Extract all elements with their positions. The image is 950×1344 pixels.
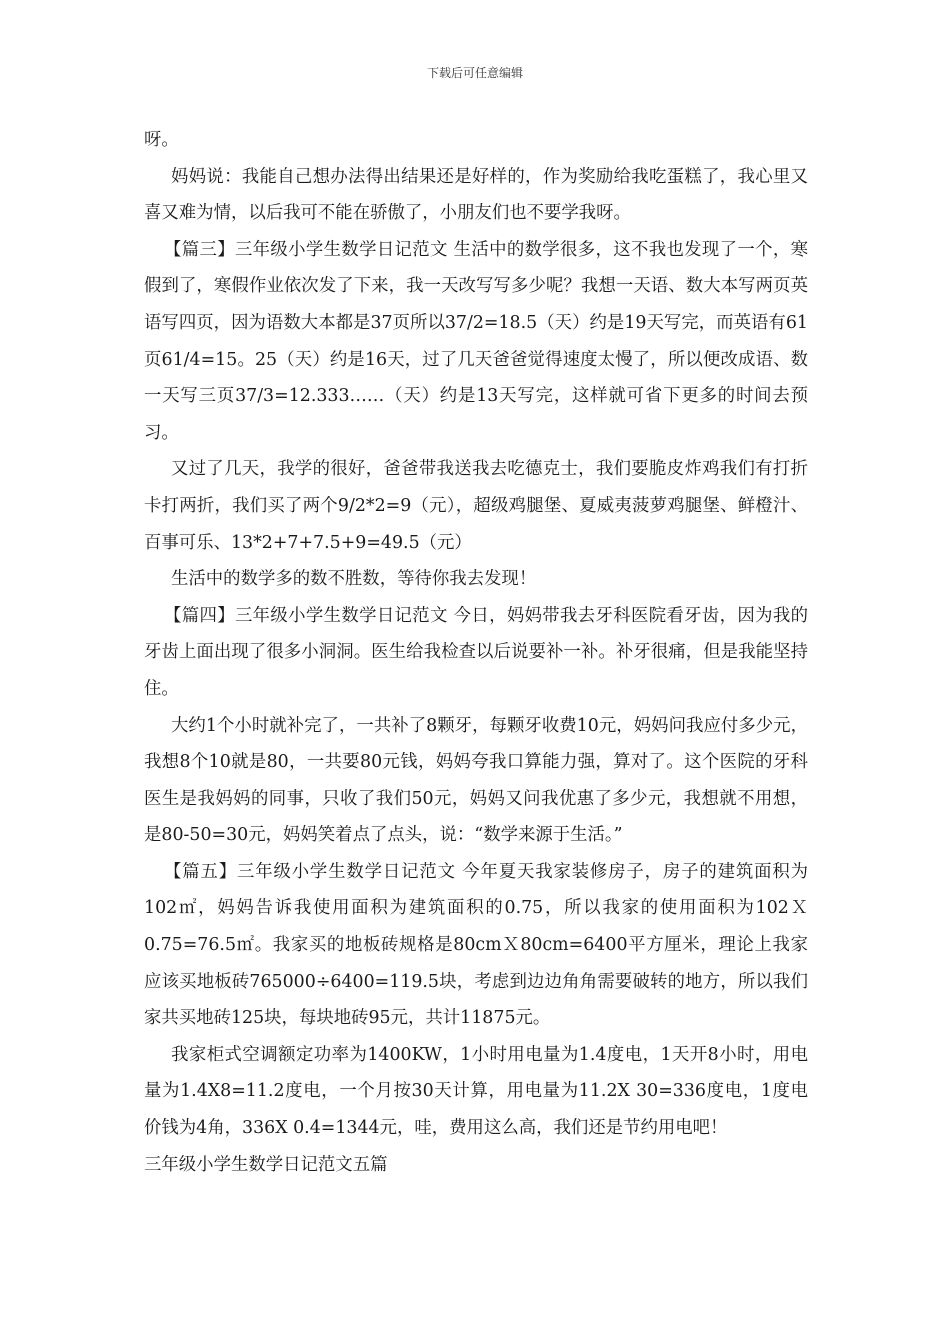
paragraph: 妈妈说：我能自己想办法得出结果还是好样的，作为奖励给我吃蛋糕了，我心里又喜又难为情，以后我可不能在骄傲了，小朋友们也不要学我呀。 [144,166,808,224]
paragraph-section-5: 【篇五】三年级小学生数学日记范文 今年夏天我家装修房子，房子的建筑面积为102㎡，妈妈告诉我使用面积为建筑面积的0.75，所以我家的使用面积为102Ｘ0.75=76.5㎡。我家买的地板砖规格是80cmＸ80cm=6400平方厘米，理论上我家应该买地板砖765000÷6400=119.5块，考虑到边边角角需要破转的地方，所以我们家共买地砖125块，每块地砖95元，共计11875元。 [144,861,808,1029]
paragraph: 大约1个小时就补完了，一共补了8颗牙，每颗牙收费10元，妈妈问我应付多少元，我想8个10就是80，一共要80元钱，妈妈夸我口算能力强，算对了。这个医院的牙科医生是我妈妈的同事，只收了我们50元，妈妈又问我优惠了多少元，我想就不用想，是80-50=30元，妈妈笑着点了点头，说：“数学来源于生活。” [144,715,808,846]
page-header: 下载后可任意编辑 [426,66,523,80]
paragraph: 又过了几天，我学的很好，爸爸带我送我去吃德克士，我们要脆皮炸鸡我们有打折卡打两折，我们买了两个9/2*2=9（元），超级鸡腿堡、夏威夷菠萝鸡腿堡、鲜橙汁、百事可乐、13*2+7+7.5+9=49.5（元） [144,459,808,553]
paragraph-section-3: 【篇三】三年级小学生数学日记范文 生活中的数学很多，这不我也发现了一个，寒假到了，寒假作业依次发了下来，我一天改写写多少呢？我想一天语、数大本写两页英语写四页，因为语数大本都是37页所以37/2=18.5（天）约是19天写完，而英语有61页61/4=15。25（天）约是16天，过了几天爸爸觉得速度太慢了，所以便改成语、数一天写三页37/3=12.333……（天）约是13天写完，这样就可省下更多的时间去预习。 [144,239,808,443]
paragraph: 生活中的数学多的数不胜数，等待你我去发现！ [171,569,537,590]
paragraph-section-4: 【篇四】三年级小学生数学日记范文 今日，妈妈带我去牙科医院看牙齿，因为我的牙齿上面出现了很多小洞洞。医生给我检查以后说要补一补。补牙很痛，但是我能坚持住。 [144,605,808,699]
paragraph: 呀。 [144,130,179,150]
paragraph: 我家柜式空调额定功率为1400KW，1小时用电量为1.4度电，1天开8小时，用电量为1.4X8=11.2度电，一个月按30天计算，用电量为11.2X 30=336度电，1度电价钱为4角，336X 0.4=1344元，哇，费用这么高，我们还是节约用电吧！ [144,1044,808,1139]
document-body [144,122,808,1183]
document-title-footer: 三年级小学生数学日记范文五篇 [144,1154,388,1175]
